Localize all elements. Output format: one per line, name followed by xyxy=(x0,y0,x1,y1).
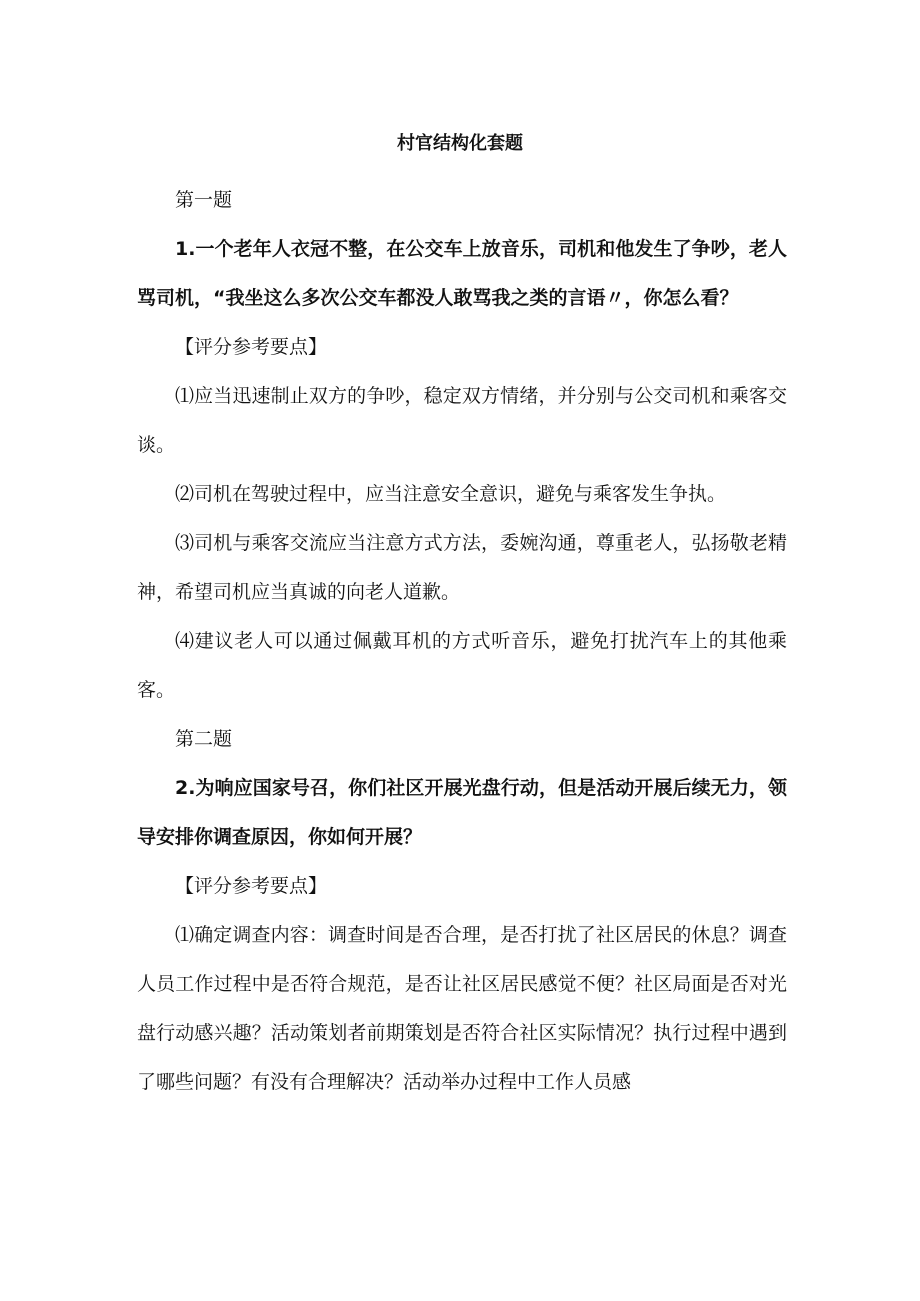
answer-point: ⑶司机与乘客交流应当注意方式方法，委婉沟通，尊重老人，弘扬敬老精神，希望司机应当真诚的向老人道歉。 xyxy=(137,532,787,603)
section-heading: 第一题 xyxy=(175,189,233,211)
section-heading: 第二题 xyxy=(175,728,233,750)
answer-point: ⑷建议老人可以通过佩戴耳机的方式听音乐，避免打扰汽车上的其他乘客。 xyxy=(137,630,787,701)
question-text: 2.为响应国家号召，你们社区开展光盘行动，但是活动开展后续无力，领导安排你调查原因，你如何开展？ xyxy=(137,777,787,848)
answer-point: ⑵司机在驾驶过程中，应当注意安全意识，避免与乘客发生争执。 xyxy=(175,483,727,505)
answer-point: ⑴应当迅速制止双方的争吵，稳定双方情绪，并分别与公交司机和乘客交谈。 xyxy=(137,385,787,456)
points-heading: 【评分参考要点】 xyxy=(175,875,328,897)
document-body xyxy=(137,176,787,1107)
question-text: 1.一个老年人衣冠不整，在公交车上放音乐，司机和他发生了争吵，老人骂司机，“我坐这么多次公交车都没人敢骂我之类的言语〃，你怎么看？ xyxy=(137,238,787,309)
points-heading: 【评分参考要点】 xyxy=(175,336,328,358)
document-title: 村官结构化套题 xyxy=(397,133,523,154)
answer-point: ⑴确定调查内容：调查时间是否合理，是否打扰了社区居民的休息？调查人员工作过程中是否符合规范，是否让社区居民感觉不便？社区局面是否对光盘行动感兴趣？活动策划者前期策划是否符合社区实际情况？执行过程中遇到了哪些问题？有没有合理解决？活动举办过程中工作人员感 xyxy=(137,924,787,1093)
